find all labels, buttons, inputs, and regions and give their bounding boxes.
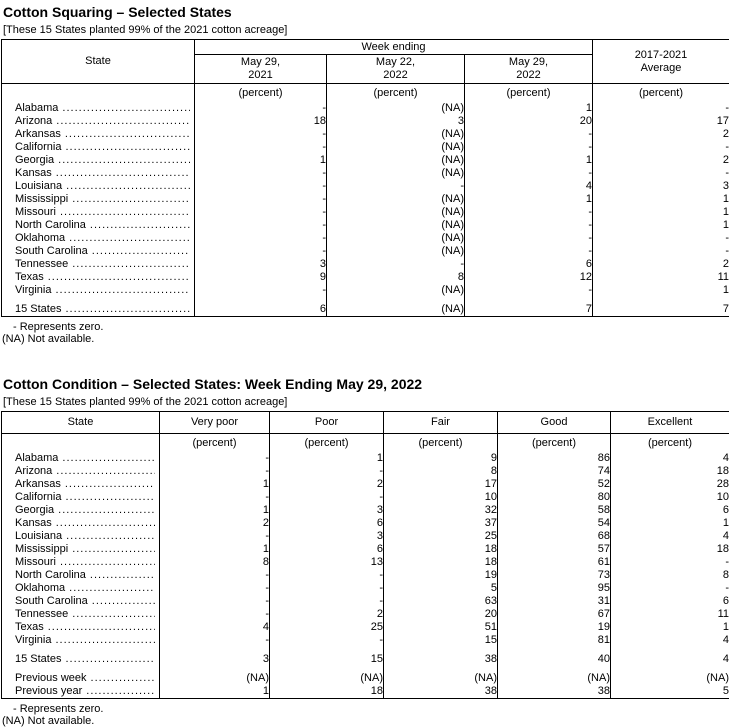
row-label: Georgia ..... — [2, 154, 195, 167]
value-cell: - — [160, 491, 270, 504]
value-cell: 2 — [270, 478, 384, 491]
dot-leader — [72, 258, 190, 271]
value-cell: - — [270, 595, 384, 608]
dot-leader — [66, 530, 155, 543]
dot-leader — [56, 465, 155, 478]
value-cell: - — [270, 634, 384, 647]
table-row — [2, 530, 729, 543]
value-cell: - — [593, 141, 729, 154]
value-cell: - — [465, 232, 593, 245]
value-cell: - — [195, 232, 327, 245]
value-cell: 19 — [384, 569, 498, 582]
value-cell: 1 — [465, 193, 593, 206]
value-cell: 18 — [270, 685, 384, 699]
row-label: Alabama ..... — [2, 452, 160, 465]
dot-leader — [92, 595, 155, 608]
value-cell: - — [593, 167, 729, 180]
value-cell: 4 — [160, 621, 270, 634]
value-cell: 4 — [611, 653, 729, 666]
value-cell: - — [195, 180, 327, 193]
row-label: Virginia ..... — [2, 634, 160, 647]
row-label: Missouri ..... — [2, 556, 160, 569]
value-cell: 4 — [611, 634, 729, 647]
value-cell: 18 — [384, 543, 498, 556]
table-row — [2, 245, 729, 258]
row-label: Arizona ..... — [2, 115, 195, 128]
squaring-footnotes — [0, 321, 729, 345]
value-cell: 3 — [270, 530, 384, 543]
fair-column-header: Fair — [384, 412, 498, 434]
unit-label: (percent) — [270, 434, 384, 453]
row-label: North Carolina ..... — [2, 569, 160, 582]
unit-label: (percent) — [327, 84, 465, 103]
value-cell: 28 — [611, 478, 729, 491]
dot-leader — [65, 128, 190, 141]
value-cell: 25 — [384, 530, 498, 543]
value-cell: 2 — [593, 154, 729, 167]
value-cell: 17 — [384, 478, 498, 491]
row-label: Georgia ..... — [2, 504, 160, 517]
value-cell: - — [611, 582, 729, 595]
value-cell: 40 — [498, 653, 611, 666]
value-cell: 17 — [593, 115, 729, 128]
table-row — [2, 154, 729, 167]
table-row — [2, 608, 729, 621]
value-cell: 20 — [384, 608, 498, 621]
row-label: South Carolina ..... — [2, 245, 195, 258]
value-cell: - — [160, 452, 270, 465]
good-column-header: Good — [498, 412, 611, 434]
poor-column-header: Poor — [270, 412, 384, 434]
value-cell: 81 — [498, 634, 611, 647]
value-cell: 67 — [498, 608, 611, 621]
value-cell: 18 — [384, 556, 498, 569]
value-cell: - — [465, 128, 593, 141]
value-cell: 8 — [611, 569, 729, 582]
value-cell: 38 — [384, 685, 498, 699]
table-row — [2, 672, 729, 685]
unit-label: (percent) — [384, 434, 498, 453]
table-row — [2, 543, 729, 556]
value-cell: - — [195, 284, 327, 297]
dot-leader — [91, 672, 155, 685]
value-cell: 20 — [465, 115, 593, 128]
footnote-represents-zero: - Represents zero. — [13, 703, 104, 715]
dot-leader — [56, 167, 190, 180]
dot-leader — [65, 141, 190, 154]
value-cell: (NA) — [327, 219, 465, 232]
row-label: Oklahoma ..... — [2, 232, 195, 245]
value-cell: 2 — [270, 608, 384, 621]
dot-leader — [65, 478, 155, 491]
row-label: Arkansas ..... — [2, 128, 195, 141]
dot-leader — [65, 303, 190, 316]
value-cell: - — [327, 258, 465, 271]
value-cell: - — [270, 465, 384, 478]
value-cell: 38 — [498, 685, 611, 699]
dot-leader — [58, 154, 190, 167]
value-cell: 4 — [611, 452, 729, 465]
value-cell: - — [160, 465, 270, 478]
value-cell: 13 — [270, 556, 384, 569]
table-row — [2, 569, 729, 582]
value-cell: 19 — [498, 621, 611, 634]
value-cell: 5 — [611, 685, 729, 699]
dot-leader — [60, 206, 190, 219]
value-cell: 6 — [270, 543, 384, 556]
dot-leader — [60, 556, 155, 569]
value-cell: 11 — [611, 608, 729, 621]
value-cell: 1 — [611, 517, 729, 530]
value-cell: - — [195, 102, 327, 115]
value-cell: 51 — [384, 621, 498, 634]
row-label: Alabama ..... — [2, 102, 195, 115]
table-row — [2, 634, 729, 647]
value-cell: - — [270, 582, 384, 595]
week-ending-header: Week ending — [195, 40, 593, 55]
value-cell: 54 — [498, 517, 611, 530]
dot-leader — [90, 569, 155, 582]
value-cell: (NA) — [384, 672, 498, 685]
state-column-header: State — [2, 412, 160, 434]
row-label: Texas ..... — [2, 271, 195, 284]
value-cell: 3 — [160, 653, 270, 666]
value-cell: 18 — [611, 543, 729, 556]
value-cell: (NA) — [611, 672, 729, 685]
table-row — [2, 595, 729, 608]
value-cell: - — [327, 180, 465, 193]
dot-leader — [86, 685, 155, 698]
value-cell: 10 — [384, 491, 498, 504]
dot-leader — [48, 271, 190, 284]
table-row — [2, 206, 729, 219]
dot-leader — [56, 634, 156, 647]
value-cell: 68 — [498, 530, 611, 543]
value-cell: 3 — [270, 504, 384, 517]
table-row — [2, 115, 729, 128]
value-cell: 80 — [498, 491, 611, 504]
unit-label: (percent) — [611, 434, 729, 453]
value-cell: 6 — [611, 595, 729, 608]
value-cell: 86 — [498, 452, 611, 465]
value-cell: 25 — [270, 621, 384, 634]
unit-row — [2, 84, 729, 103]
condition-title: Cotton Condition – Selected States: Week Ending May 29, 2022 — [3, 376, 423, 392]
value-cell: - — [195, 128, 327, 141]
empty-cell — [2, 434, 160, 453]
dot-leader — [92, 245, 190, 258]
value-cell: 1 — [593, 219, 729, 232]
dot-leader — [56, 517, 155, 530]
table-row — [2, 517, 729, 530]
row-label: Tennessee ..... — [2, 608, 160, 621]
unit-label: (percent) — [465, 84, 593, 103]
table-row — [2, 504, 729, 517]
value-cell: 58 — [498, 504, 611, 517]
value-cell: - — [465, 219, 593, 232]
value-cell: 95 — [498, 582, 611, 595]
value-cell: 8 — [160, 556, 270, 569]
dot-leader — [65, 491, 155, 504]
value-cell: 9 — [384, 452, 498, 465]
value-cell: 3 — [195, 258, 327, 271]
value-cell: 1 — [593, 284, 729, 297]
value-cell: - — [465, 284, 593, 297]
row-label: California ..... — [2, 141, 195, 154]
value-cell: 3 — [593, 180, 729, 193]
dot-leader — [72, 543, 155, 556]
dot-leader — [69, 232, 190, 245]
value-cell: - — [195, 141, 327, 154]
value-cell: 1 — [160, 685, 270, 699]
value-cell: 1 — [195, 154, 327, 167]
value-cell: - — [195, 206, 327, 219]
very-poor-column-header: Very poor — [160, 412, 270, 434]
value-cell: - — [160, 569, 270, 582]
value-cell: - — [195, 167, 327, 180]
value-cell: 4 — [611, 530, 729, 543]
value-cell: (NA) — [327, 128, 465, 141]
date-column-header: May 29, 2021 — [195, 55, 327, 84]
value-cell: 1 — [270, 452, 384, 465]
unit-row — [2, 434, 729, 453]
value-cell: (NA) — [327, 206, 465, 219]
cotton-condition-section — [0, 376, 729, 727]
value-cell: - — [195, 193, 327, 206]
row-label: Arizona ..... — [2, 465, 160, 478]
value-cell: 10 — [611, 491, 729, 504]
date-column-header: May 29, 2022 — [465, 55, 593, 84]
value-cell: 1 — [593, 206, 729, 219]
table-row — [2, 180, 729, 193]
table-row — [2, 685, 729, 699]
table-row — [2, 491, 729, 504]
condition-footnotes — [0, 703, 729, 727]
value-cell: - — [160, 582, 270, 595]
value-cell: - — [611, 556, 729, 569]
date-column-header: May 22, 2022 — [327, 55, 465, 84]
value-cell: (NA) — [327, 154, 465, 167]
table-row — [2, 258, 729, 271]
week-ending-header-row — [2, 40, 729, 55]
dot-leader — [48, 621, 155, 634]
value-cell: 6 — [465, 258, 593, 271]
value-cell: (NA) — [327, 193, 465, 206]
row-label: Kansas ..... — [2, 517, 160, 530]
row-label: 15 States ..... — [2, 653, 160, 666]
value-cell: 6 — [611, 504, 729, 517]
value-cell: (NA) — [498, 672, 611, 685]
value-cell: 15 — [384, 634, 498, 647]
value-cell: 2 — [593, 128, 729, 141]
table-row — [2, 219, 729, 232]
value-cell: (NA) — [327, 284, 465, 297]
row-label: Mississippi ..... — [2, 543, 160, 556]
row-label: 15 States ..... — [2, 303, 195, 317]
unit-label: (percent) — [195, 84, 327, 103]
dot-leader — [65, 653, 155, 666]
value-cell: 18 — [195, 115, 327, 128]
table-row — [2, 303, 729, 317]
value-cell: 61 — [498, 556, 611, 569]
value-cell: 57 — [498, 543, 611, 556]
table-row — [2, 621, 729, 634]
table-row — [2, 556, 729, 569]
squaring-acreage-note: [These 15 States planted 99% of the 2021 cotton acreage] — [3, 24, 288, 36]
value-cell: - — [195, 219, 327, 232]
value-cell: 5 — [384, 582, 498, 595]
value-cell: 74 — [498, 465, 611, 478]
dot-leader — [56, 115, 190, 128]
value-cell: 1 — [611, 621, 729, 634]
row-label: North Carolina ..... — [2, 219, 195, 232]
table-row — [2, 582, 729, 595]
value-cell: 11 — [593, 271, 729, 284]
value-cell: (NA) — [327, 141, 465, 154]
row-label: Tennessee ..... — [2, 258, 195, 271]
value-cell: 32 — [384, 504, 498, 517]
average-line1: 2017-2021 — [634, 48, 688, 61]
value-cell: - — [593, 245, 729, 258]
empty-cell — [2, 84, 195, 103]
dot-leader — [69, 582, 155, 595]
value-cell: 15 — [270, 653, 384, 666]
value-cell: - — [160, 530, 270, 543]
excellent-column-header: Excellent — [611, 412, 729, 434]
value-cell: 4 — [465, 180, 593, 193]
value-cell: 6 — [270, 517, 384, 530]
value-cell: 12 — [465, 271, 593, 284]
value-cell: - — [465, 245, 593, 258]
value-cell: - — [160, 595, 270, 608]
dot-leader — [72, 193, 190, 206]
dot-leader — [66, 180, 190, 193]
table-row — [2, 102, 729, 115]
value-cell: 7 — [465, 303, 593, 317]
value-cell: 6 — [195, 303, 327, 317]
row-label: Kansas ..... — [2, 167, 195, 180]
value-cell: - — [593, 102, 729, 115]
value-cell: (NA) — [270, 672, 384, 685]
value-cell: 9 — [195, 271, 327, 284]
value-cell: - — [465, 141, 593, 154]
value-cell: 31 — [498, 595, 611, 608]
value-cell: - — [195, 245, 327, 258]
row-label: Missouri ..... — [2, 206, 195, 219]
row-label: Texas ..... — [2, 621, 160, 634]
dot-leader — [56, 284, 191, 297]
value-cell: 38 — [384, 653, 498, 666]
value-cell: 8 — [327, 271, 465, 284]
value-cell: - — [160, 634, 270, 647]
row-label: Arkansas ..... — [2, 478, 160, 491]
value-cell: - — [593, 232, 729, 245]
value-cell: 1 — [160, 504, 270, 517]
table-row — [2, 167, 729, 180]
row-label: Louisiana ..... — [2, 530, 160, 543]
row-label: Previous week ..... — [2, 672, 160, 685]
value-cell: - — [270, 491, 384, 504]
value-cell: 3 — [327, 115, 465, 128]
value-cell: 7 — [593, 303, 729, 317]
value-cell: 2 — [593, 258, 729, 271]
dot-leader — [90, 219, 190, 232]
value-cell: 73 — [498, 569, 611, 582]
value-cell: - — [465, 167, 593, 180]
unit-label: (percent) — [160, 434, 270, 453]
table-row — [2, 193, 729, 206]
condition-header-row — [2, 412, 729, 434]
dot-leader — [72, 608, 155, 621]
table-row — [2, 465, 729, 478]
value-cell: 1 — [465, 102, 593, 115]
row-label: Mississippi ..... — [2, 193, 195, 206]
dot-leader — [62, 102, 190, 115]
row-label: South Carolina ..... — [2, 595, 160, 608]
state-column-header: State — [2, 40, 195, 84]
value-cell: 37 — [384, 517, 498, 530]
dot-leader — [58, 504, 155, 517]
unit-label: (percent) — [593, 84, 729, 103]
value-cell: (NA) — [160, 672, 270, 685]
value-cell: 63 — [384, 595, 498, 608]
average-line2: Average — [640, 61, 682, 74]
row-label: Oklahoma ..... — [2, 582, 160, 595]
value-cell: 1 — [465, 154, 593, 167]
value-cell: 1 — [160, 478, 270, 491]
value-cell: 1 — [593, 193, 729, 206]
squaring-title: Cotton Squaring – Selected States — [3, 4, 232, 20]
table-row — [2, 141, 729, 154]
table-row — [2, 653, 729, 666]
dot-leader — [62, 452, 155, 465]
value-cell: (NA) — [327, 167, 465, 180]
value-cell: (NA) — [327, 245, 465, 258]
value-cell: - — [270, 569, 384, 582]
cotton-condition-table — [1, 411, 729, 699]
footnote-not-available: (NA) Not available. — [2, 715, 95, 727]
footnote-represents-zero: - Represents zero. — [13, 321, 104, 333]
table-row — [2, 452, 729, 465]
value-cell: (NA) — [327, 102, 465, 115]
average-column-header — [593, 40, 729, 84]
row-label: Previous year ..... — [2, 685, 160, 699]
table-row — [2, 271, 729, 284]
value-cell: - — [465, 206, 593, 219]
condition-acreage-note: [These 15 States planted 99% of the 2021 cotton acreage] — [3, 396, 288, 408]
row-label: Louisiana ..... — [2, 180, 195, 193]
cotton-squaring-table — [1, 39, 729, 317]
row-label: California ..... — [2, 491, 160, 504]
value-cell: - — [160, 608, 270, 621]
value-cell: 2 — [160, 517, 270, 530]
value-cell: (NA) — [327, 303, 465, 317]
cotton-squaring-section — [0, 4, 729, 345]
table-row — [2, 284, 729, 297]
value-cell: 52 — [498, 478, 611, 491]
row-label: Virginia ..... — [2, 284, 195, 297]
table-row — [2, 478, 729, 491]
table-row — [2, 232, 729, 245]
unit-label: (percent) — [498, 434, 611, 453]
value-cell: (NA) — [327, 232, 465, 245]
value-cell: 8 — [384, 465, 498, 478]
value-cell: 18 — [611, 465, 729, 478]
table-row — [2, 128, 729, 141]
value-cell: 1 — [160, 543, 270, 556]
footnote-not-available: (NA) Not available. — [2, 333, 95, 345]
